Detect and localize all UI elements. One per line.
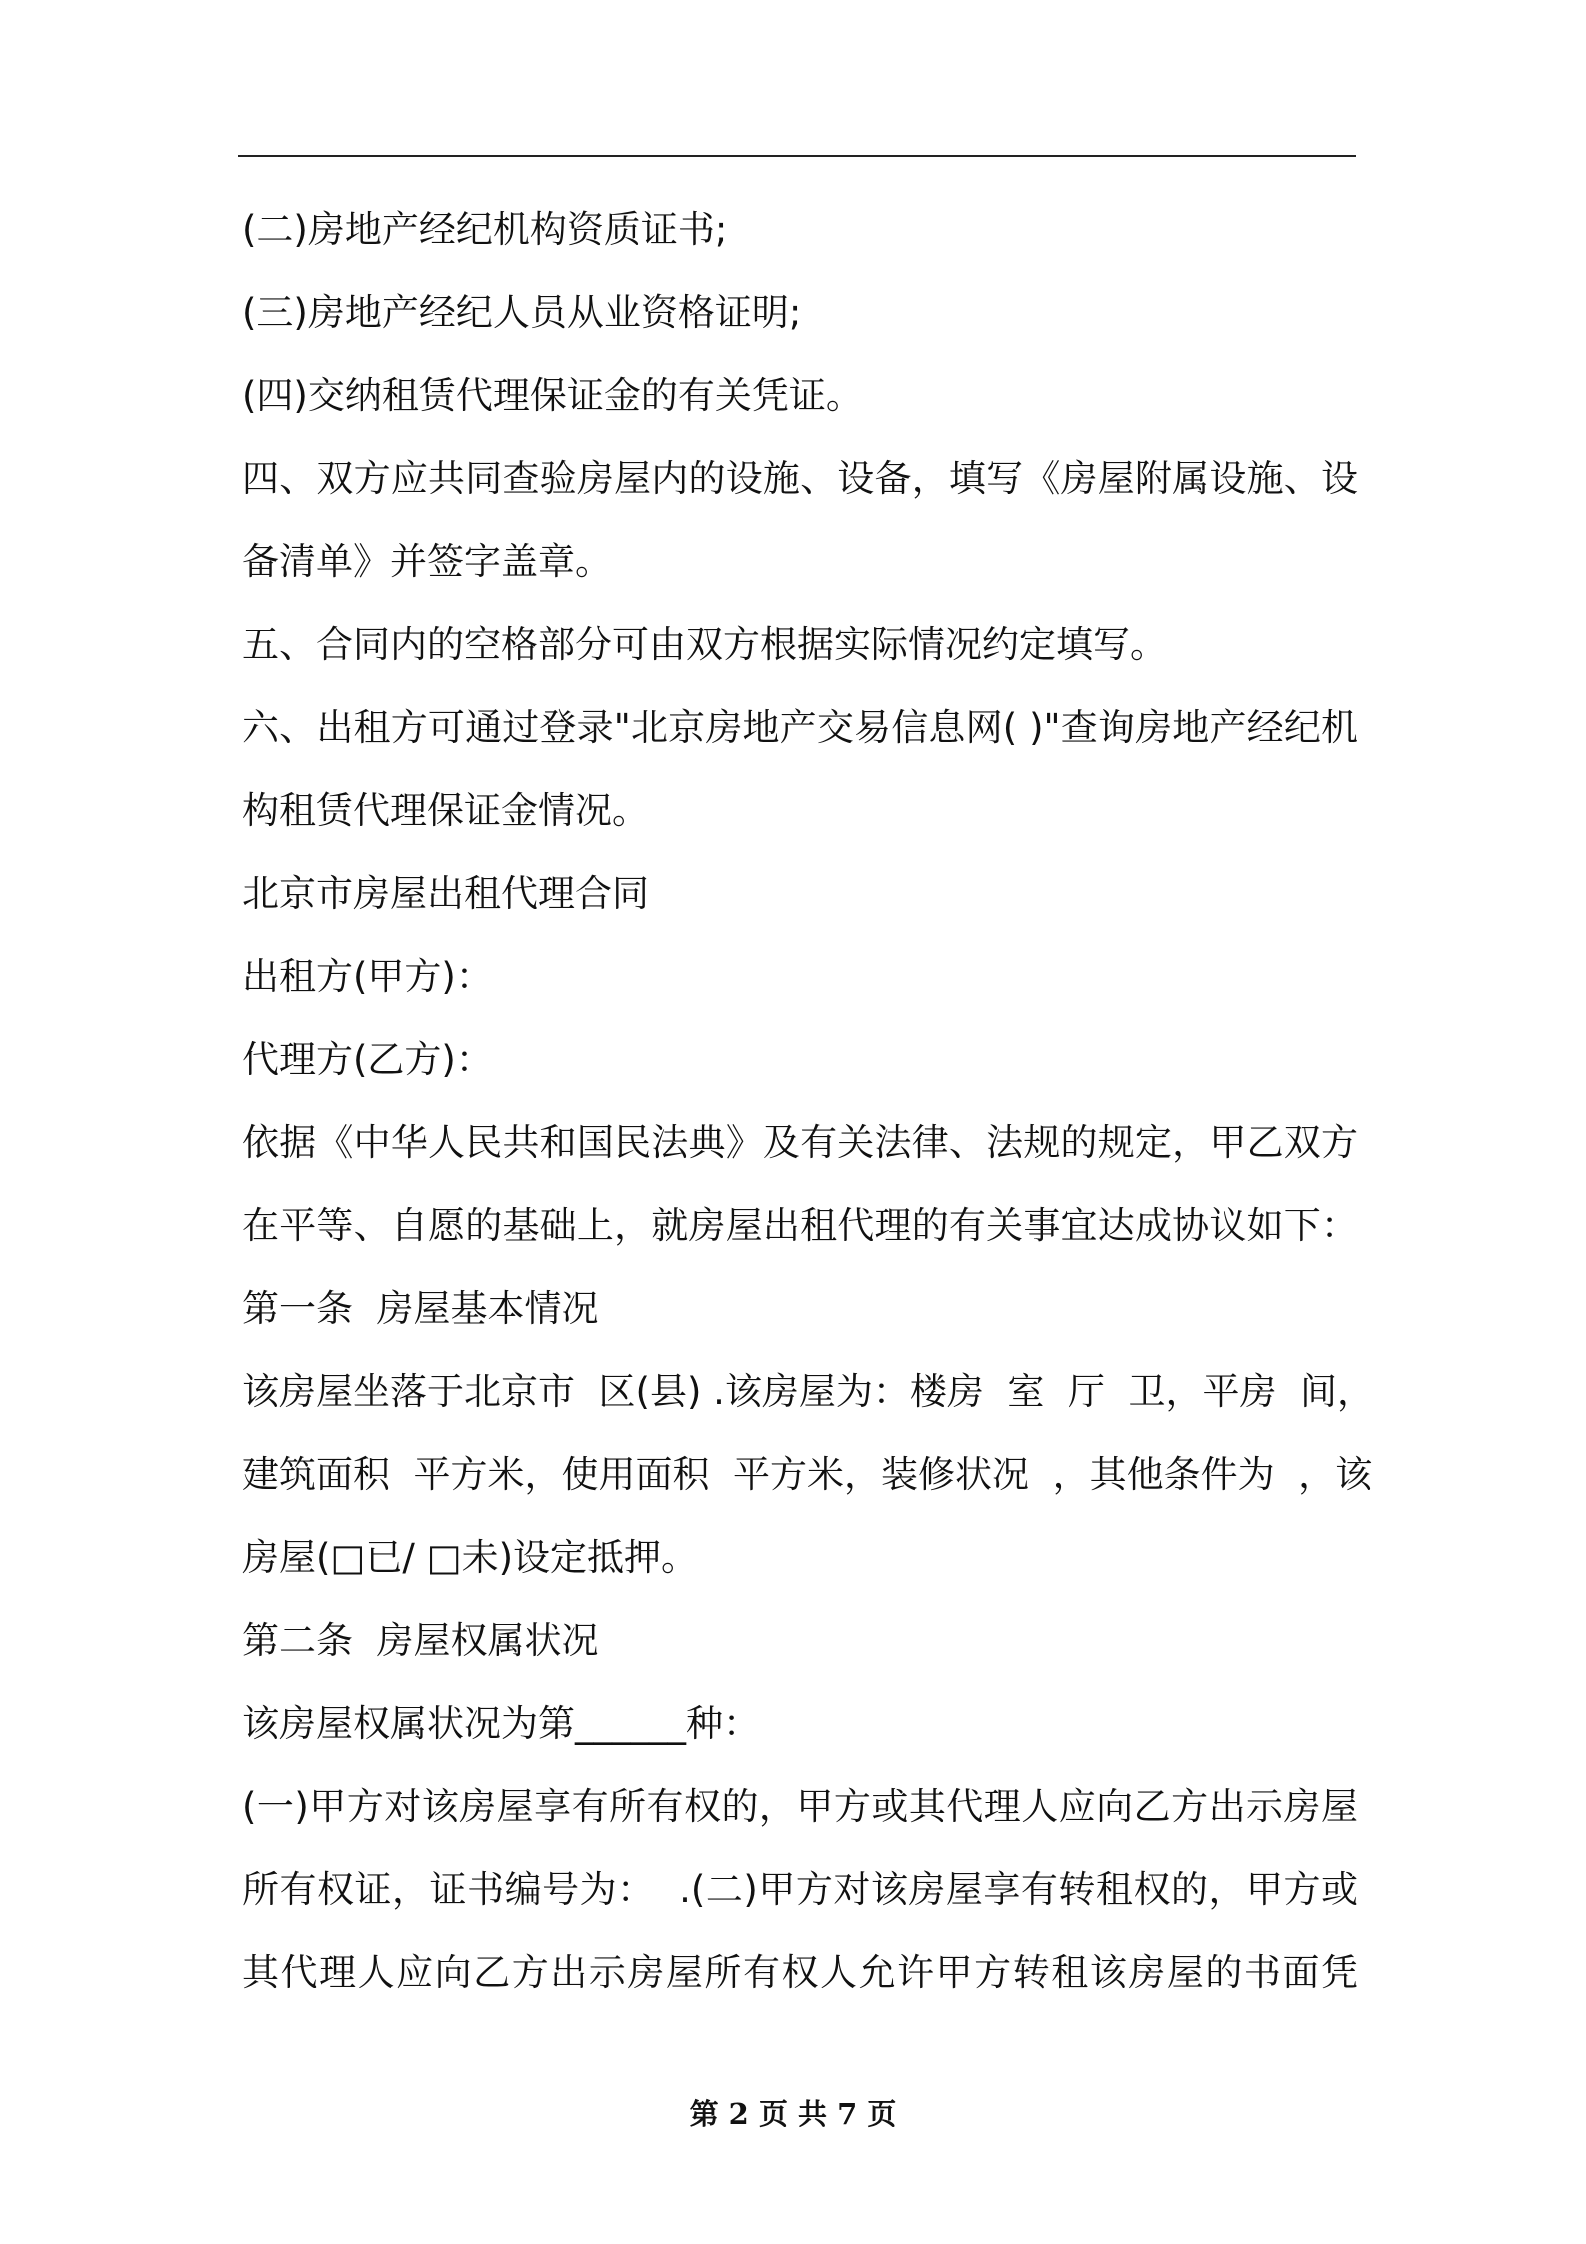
text-line: (三)房地产经纪人员从业资格证明; bbox=[242, 291, 802, 334]
text-line: 其代理人应向乙方出示房屋所有权人允许甲方转租该房屋的书面凭 bbox=[242, 1951, 1358, 1994]
text-line: 代理方(乙方)： bbox=[242, 1038, 493, 1081]
section-heading: 第二条 房屋权属状况 bbox=[242, 1619, 599, 1662]
text-line: (二)房地产经纪机构资质证书; bbox=[242, 208, 728, 251]
text-line: 依据《中华人民共和国民法典》及有关法律、法规的规定，甲乙双方 bbox=[242, 1121, 1358, 1164]
text-line: 五、合同内的空格部分可由双方根据实际情况约定填写。 bbox=[242, 623, 1167, 666]
text-line: 房屋(□已/ □未)设定抵押。 bbox=[242, 1536, 699, 1579]
page-number: 第 2 页 共 7 页 bbox=[689, 2097, 897, 2131]
text-line: 备清单》并签字盖章。 bbox=[242, 540, 612, 583]
text-line: 四、双方应共同查验房屋内的设施、设备，填写《房屋附属设施、设 bbox=[242, 457, 1358, 500]
contract-title: 北京市房屋出租代理合同 bbox=[242, 872, 649, 915]
text-line: 该房屋坐落于北京市 区(县) .该房屋为：楼房 室 厅 卫，平房 间， bbox=[242, 1370, 1375, 1413]
text-line: 该房屋权属状况为第______种： bbox=[242, 1702, 760, 1745]
header-divider bbox=[238, 155, 1356, 157]
text-line: 在平等、自愿的基础上，就房屋出租代理的有关事宜达成协议如下： bbox=[242, 1204, 1358, 1247]
text-line: 出租方(甲方)： bbox=[242, 955, 493, 998]
section-heading: 第一条 房屋基本情况 bbox=[242, 1287, 599, 1330]
text-line: (一)甲方对该房屋享有所有权的，甲方或其代理人应向乙方出示房屋 bbox=[242, 1785, 1358, 1828]
text-line: 六、出租方可通过登录"北京房地产交易信息网( )"查询房地产经纪机 bbox=[242, 706, 1358, 749]
text-line: 构租赁代理保证金情况。 bbox=[242, 789, 649, 832]
text-line: (四)交纳租赁代理保证金的有关凭证。 bbox=[242, 374, 863, 417]
text-line: 建筑面积 平方米，使用面积 平方米，装修状况 ，其他条件为 ，该 bbox=[242, 1453, 1373, 1496]
text-line: 所有权证，证书编号为： .(二)甲方对该房屋享有转租权的，甲方或 bbox=[242, 1868, 1358, 1911]
